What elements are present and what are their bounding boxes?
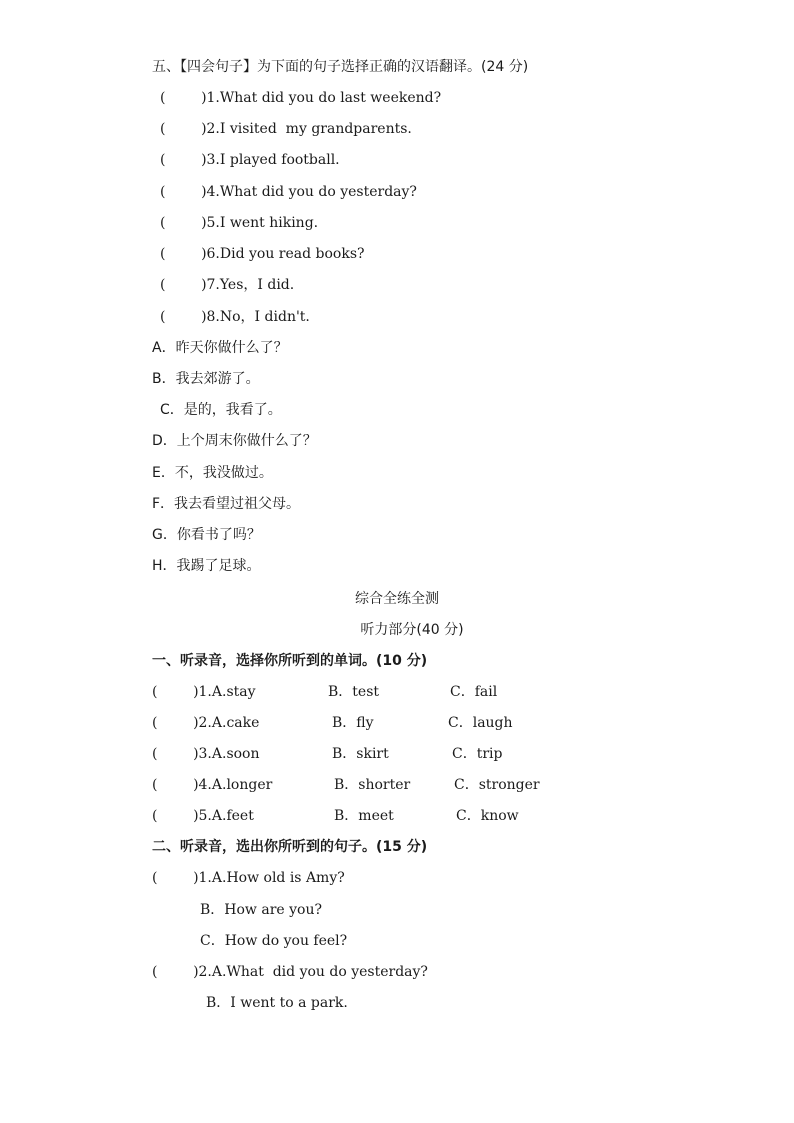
part1-row-1-c: C．fail xyxy=(450,684,498,700)
part1-row-5-b: B．meet xyxy=(334,808,394,824)
part1-row-2-b: B．fly xyxy=(332,715,374,731)
part2-q2-b: B．I went to a park. xyxy=(206,995,348,1011)
part1-row-2-c: C．laugh xyxy=(448,715,513,731)
part1-row-4-c: C．stronger xyxy=(454,777,540,793)
test-title: 综合全练全测 xyxy=(355,591,439,607)
part1-row-1-a: ( )1.A.stay xyxy=(152,684,256,700)
section5-heading: 五、【四会句子】为下面的句子选择正确的汉语翻译。(24 分) xyxy=(152,59,529,75)
option-e: E．不，我没做过。 xyxy=(152,465,273,481)
part1-row-1-b: B．test xyxy=(328,684,380,700)
question-5: ( )5.I went hiking. xyxy=(160,215,319,231)
part2-q1-b: B．How are you? xyxy=(200,902,322,918)
option-c: C．是的，我看了。 xyxy=(160,402,282,418)
part1-row-3-b: B．skirt xyxy=(332,746,389,762)
part1-heading: 一、听录音，选择你所听到的单词。(10 分) xyxy=(152,653,428,669)
option-h: H．我踢了足球。 xyxy=(152,558,261,574)
part2-q1-a: ( )1.A.How old is Amy? xyxy=(152,870,345,886)
question-6: ( )6.Did you read books? xyxy=(160,246,365,262)
part2-heading: 二、听录音，选出你所听到的句子。(15 分) xyxy=(152,839,428,855)
test-subtitle: 听力部分(40 分) xyxy=(360,622,464,638)
part1-row-2-a: ( )2.A.cake xyxy=(152,715,260,731)
question-3: ( )3.I played football. xyxy=(160,152,340,168)
option-g: G．你看书了吗？ xyxy=(152,527,261,543)
part1-row-5-c: C．know xyxy=(456,808,519,824)
question-4: ( )4.What did you do yesterday? xyxy=(160,184,417,200)
option-f: F．我去看望过祖父母。 xyxy=(152,496,301,512)
part1-row-4-b: B．shorter xyxy=(334,777,411,793)
part2-q1-c: C．How do you feel? xyxy=(200,933,348,949)
question-2: ( )2.I visited my grandparents. xyxy=(160,121,412,137)
question-8: ( )8.No，I didn't. xyxy=(160,309,310,325)
option-d: D．上个周末你做什么了？ xyxy=(152,433,317,449)
part1-row-5-a: ( )5.A.feet xyxy=(152,808,254,824)
question-1: ( )1.What did you do last weekend? xyxy=(160,90,442,106)
option-b: B．我去郊游了。 xyxy=(152,371,260,387)
part1-row-3-c: C．trip xyxy=(452,746,503,762)
part1-row-3-a: ( )3.A.soon xyxy=(152,746,260,762)
part2-q2-a: ( )2.A.What did you do yesterday? xyxy=(152,964,428,980)
question-7: ( )7.Yes，I did. xyxy=(160,277,295,293)
part1-row-4-a: ( )4.A.longer xyxy=(152,777,273,793)
option-a: A．昨天你做什么了？ xyxy=(152,340,288,356)
